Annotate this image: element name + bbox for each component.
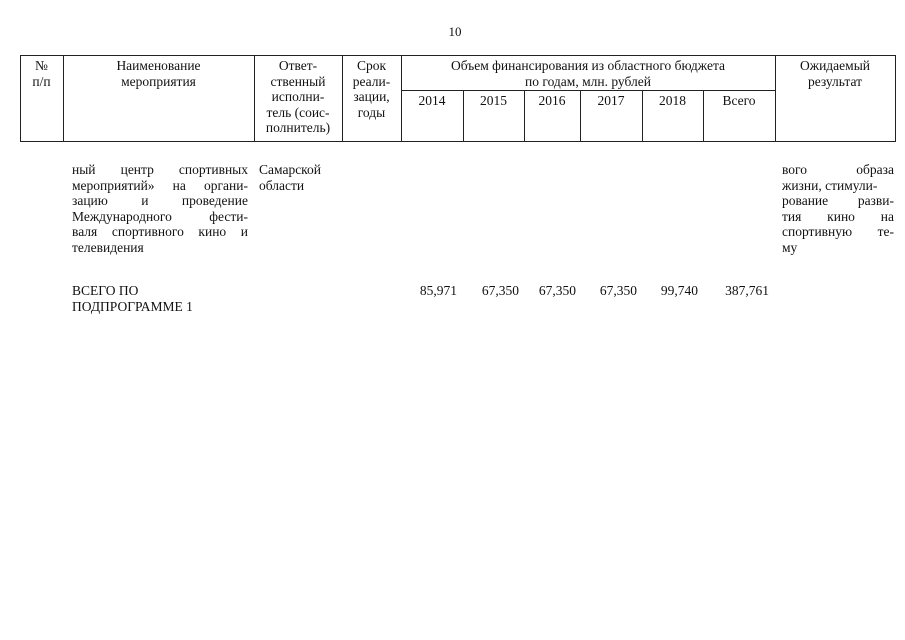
total-2015: 67,350: [481, 283, 519, 298]
header-result: Ожидаемый результат: [800, 58, 870, 89]
total-2018: 99,740: [660, 283, 698, 298]
total-all: 387,761: [725, 283, 769, 298]
header-year-2017: 2017: [597, 93, 625, 108]
header-year-2016: 2016: [538, 93, 566, 108]
total-2017: 67,350: [599, 283, 637, 298]
row1-responsible: Самарской области: [259, 162, 322, 193]
header-year-2015: 2015: [480, 93, 507, 108]
row1-name: ный центр спортивных мероприятий» на органи- зацию и проведение Международного фести- валя спортивного кино и телевидения: [72, 162, 248, 255]
header-name: Наименование мероприятия: [116, 58, 201, 89]
total-2016: 67,350: [538, 283, 576, 298]
total-2014: 85,971: [419, 283, 457, 298]
header-year-2018: 2018: [659, 93, 686, 108]
header-period: Срок реали- зации, годы: [352, 58, 391, 120]
header-num: № п/п: [32, 58, 51, 89]
header-total: Всего: [722, 93, 756, 108]
header-funding: Объем финансирования из областного бюджета по годам, млн. рублей: [451, 58, 725, 89]
page-number: 10: [448, 24, 462, 39]
total-label: ВСЕГО ПО ПОДПРОГРАММЕ 1: [72, 283, 193, 314]
header-responsible: Ответ- ственный исполни- тель (соис- полнитель): [265, 58, 331, 135]
header-year-2014: 2014: [418, 93, 446, 108]
row1-result: вого образа жизни, стимули- рование разви- тия кино на спортивную те- му: [782, 162, 894, 255]
